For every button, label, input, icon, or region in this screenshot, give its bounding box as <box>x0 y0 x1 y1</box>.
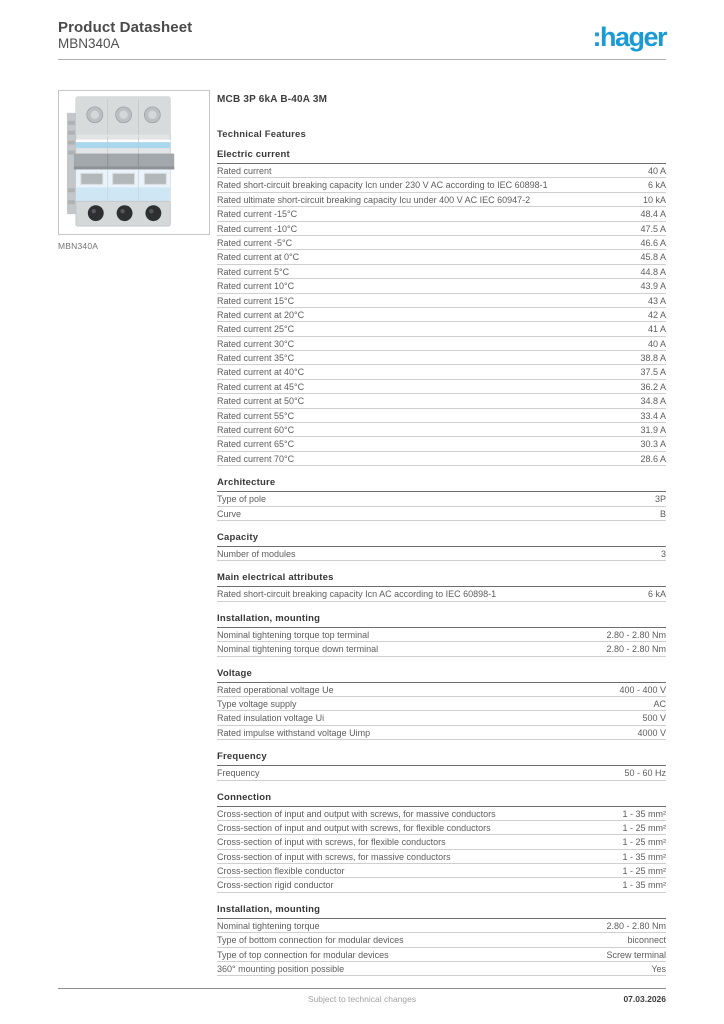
spec-value: 1 - 35 mm² <box>622 851 666 862</box>
product-image <box>58 90 210 235</box>
section-title: Frequency <box>217 752 666 766</box>
page-footer <box>58 988 666 1006</box>
product-reference: MBN340A <box>58 36 120 51</box>
spec-row <box>217 492 666 506</box>
spec-label: Rated current -5°C <box>217 237 293 248</box>
spec-value: 2.80 - 2.80 Nm <box>606 644 666 655</box>
spec-value: 42 A <box>647 309 666 320</box>
section-title: Architecture <box>217 478 666 492</box>
spec-label: Rated current -10°C <box>217 223 298 234</box>
spec-row <box>217 265 666 279</box>
spec-row <box>217 711 666 725</box>
spec-label: Type voltage supply <box>217 698 297 709</box>
spec-value: 44.8 A <box>640 266 666 277</box>
spec-label: Rated ultimate short-circuit breaking capacity Icu under 400 V AC IEC 60947-2 <box>217 194 531 205</box>
spec-value: 3P <box>654 494 666 505</box>
footer-date: 07.03.2026 <box>623 994 666 1004</box>
spec-section <box>217 533 666 561</box>
spec-label: Rated current 15°C <box>217 295 295 306</box>
footer-note: Subject to technical changes <box>307 994 417 1004</box>
spec-label: Rated current 60°C <box>217 425 295 436</box>
spec-value: 38.8 A <box>640 353 666 364</box>
section-title: Installation, mounting <box>217 614 666 628</box>
header-text-block <box>58 19 192 52</box>
spec-row <box>217 207 666 221</box>
content-area <box>0 60 724 976</box>
spec-value: 2.80 - 2.80 Nm <box>606 920 666 931</box>
spec-label: Rated insulation voltage Ui <box>217 713 325 724</box>
spec-row <box>217 507 666 521</box>
spec-value: 40 A <box>647 338 666 349</box>
spec-row <box>217 164 666 178</box>
spec-label: Rated current -15°C <box>217 209 298 220</box>
spec-row <box>217 864 666 878</box>
spec-label: Cross-section of input with screws, for flexible conductors <box>217 837 446 848</box>
page-header <box>0 0 724 52</box>
spec-row <box>217 766 666 780</box>
spec-label: Cross-section of input with screws, for massive conductors <box>217 851 451 862</box>
spec-value: 1 - 35 mm² <box>622 880 666 891</box>
spec-label: Rated current at 0°C <box>217 252 300 263</box>
features-heading: Technical Features <box>217 129 306 140</box>
spec-value: 30.3 A <box>640 439 666 450</box>
spec-row <box>217 337 666 351</box>
spec-row <box>217 250 666 264</box>
spec-value: 3 <box>660 548 666 559</box>
spec-row <box>217 308 666 322</box>
spec-value: 1 - 25 mm² <box>622 866 666 877</box>
spec-row <box>217 193 666 207</box>
spec-label: Nominal tightening torque top terminal <box>217 629 370 640</box>
product-image-caption: MBN340A <box>58 241 99 251</box>
spec-label: Nominal tightening torque down terminal <box>217 644 379 655</box>
spec-section <box>217 669 666 741</box>
spec-label: Rated short-circuit breaking capacity Icn AC according to IEC 60898-1 <box>217 589 497 600</box>
hager-logo: :hager <box>592 22 666 52</box>
spec-row <box>217 642 666 656</box>
spec-value: 41 A <box>647 324 666 335</box>
spec-label: Type of top connection for modular devices <box>217 949 389 960</box>
spec-value: 43 A <box>647 295 666 306</box>
spec-value: 47.5 A <box>640 223 666 234</box>
spec-row <box>217 394 666 408</box>
spec-section <box>217 905 666 977</box>
spec-row <box>217 835 666 849</box>
spec-value: 6 kA <box>647 180 666 191</box>
spec-value: AC <box>653 698 666 709</box>
spec-value: 1 - 35 mm² <box>622 808 666 819</box>
spec-value: 48.4 A <box>640 209 666 220</box>
spec-label: Rated current 35°C <box>217 353 295 364</box>
spec-label: Rated current 25°C <box>217 324 295 335</box>
spec-row <box>217 547 666 561</box>
spec-label: Cross-section rigid conductor <box>217 880 334 891</box>
spec-label: Rated current at 45°C <box>217 381 305 392</box>
spec-row <box>217 878 666 892</box>
spec-row <box>217 948 666 962</box>
spec-section <box>217 150 666 466</box>
spec-label: Rated current 70°C <box>217 453 295 464</box>
mcb-illustration-icon <box>59 91 209 234</box>
spec-value: 2.80 - 2.80 Nm <box>606 629 666 640</box>
spec-section <box>217 614 666 657</box>
section-title: Connection <box>217 793 666 807</box>
section-title: Voltage <box>217 669 666 683</box>
spec-row <box>217 683 666 697</box>
spec-row <box>217 821 666 835</box>
product-image-column <box>58 60 210 976</box>
spec-value: 46.6 A <box>640 237 666 248</box>
section-title: Main electrical attributes <box>217 573 666 587</box>
spec-label: Rated operational voltage Ue <box>217 684 334 695</box>
footer-divider <box>58 988 666 989</box>
spec-value: 33.4 A <box>640 410 666 421</box>
spec-section <box>217 478 666 521</box>
footer-row <box>58 994 666 1006</box>
spec-value: 10 kA <box>642 194 666 205</box>
spec-value: 37.5 A <box>640 367 666 378</box>
spec-label: Cross-section of input and output with screws, for massive conductors <box>217 808 496 819</box>
spec-row <box>217 850 666 864</box>
spec-row <box>217 380 666 394</box>
spec-section <box>217 573 666 601</box>
spec-row <box>217 222 666 236</box>
spec-label: Type of bottom connection for modular devices <box>217 935 404 946</box>
spec-label: Rated current 10°C <box>217 281 295 292</box>
spec-label: Rated current at 20°C <box>217 309 305 320</box>
spec-label: Rated current at 40°C <box>217 367 305 378</box>
spec-value: biconnect <box>627 935 666 946</box>
spec-row <box>217 322 666 336</box>
spec-row <box>217 279 666 293</box>
spec-label: 360° mounting position possible <box>217 964 345 975</box>
spec-value: Screw terminal <box>606 949 666 960</box>
spec-row <box>217 962 666 976</box>
spec-value: 50 - 60 Hz <box>624 768 666 779</box>
spec-row <box>217 726 666 740</box>
spec-label: Cross-section flexible conductor <box>217 866 345 877</box>
spec-label: Number of modules <box>217 548 296 559</box>
spec-value: 28.6 A <box>640 453 666 464</box>
spec-row <box>217 697 666 711</box>
spec-label: Frequency <box>217 768 260 779</box>
spec-row <box>217 178 666 192</box>
spec-value: 4000 V <box>637 727 666 738</box>
spec-section <box>217 752 666 780</box>
spec-label: Nominal tightening torque <box>217 920 320 931</box>
spec-label: Rated current <box>217 166 272 176</box>
spec-table-column <box>217 60 666 976</box>
spec-value: 400 - 400 V <box>619 684 666 695</box>
spec-value: 36.2 A <box>640 381 666 392</box>
spec-row <box>217 365 666 379</box>
spec-row <box>217 807 666 821</box>
spec-value: 1 - 25 mm² <box>622 822 666 833</box>
spec-label: Rated current 55°C <box>217 410 295 421</box>
spec-label: Rated impulse withstand voltage Uimp <box>217 727 371 738</box>
spec-value: 500 V <box>642 713 666 724</box>
spec-label: Rated current 5°C <box>217 266 290 277</box>
spec-value: 6 kA <box>647 589 666 600</box>
section-title: Capacity <box>217 533 666 547</box>
spec-value: 34.8 A <box>640 396 666 407</box>
spec-row <box>217 294 666 308</box>
page-title: Product Datasheet <box>58 19 193 36</box>
spec-section <box>217 793 666 893</box>
spec-label: Type of pole <box>217 494 267 505</box>
spec-row <box>217 587 666 601</box>
spec-row <box>217 351 666 365</box>
spec-row <box>217 933 666 947</box>
spec-value: Yes <box>651 964 666 975</box>
spec-row <box>217 409 666 423</box>
spec-value: 40 A <box>647 166 666 176</box>
spec-label: Rated current 65°C <box>217 439 295 450</box>
spec-row <box>217 919 666 933</box>
spec-label: Rated current 30°C <box>217 338 295 349</box>
spec-row <box>217 628 666 642</box>
spec-row <box>217 423 666 437</box>
spec-label: Curve <box>217 508 242 519</box>
spec-label: Rated current at 50°C <box>217 396 305 407</box>
spec-row <box>217 437 666 451</box>
spec-value: 45.8 A <box>640 252 666 263</box>
spec-value: 31.9 A <box>640 425 666 436</box>
spec-value: 43.9 A <box>640 281 666 292</box>
spec-label: Cross-section of input and output with screws, for flexible conductors <box>217 822 491 833</box>
spec-row <box>217 452 666 466</box>
spec-label: Rated short-circuit breaking capacity Icn under 230 V AC according to IEC 60898-1 <box>217 180 548 191</box>
spec-sections <box>217 150 666 976</box>
product-title: MCB 3P 6kA B-40A 3M <box>217 94 328 105</box>
section-title: Installation, mounting <box>217 905 666 919</box>
spec-value: 1 - 25 mm² <box>622 837 666 848</box>
section-title: Electric current <box>217 150 666 164</box>
spec-value: B <box>659 508 666 519</box>
spec-row <box>217 236 666 250</box>
